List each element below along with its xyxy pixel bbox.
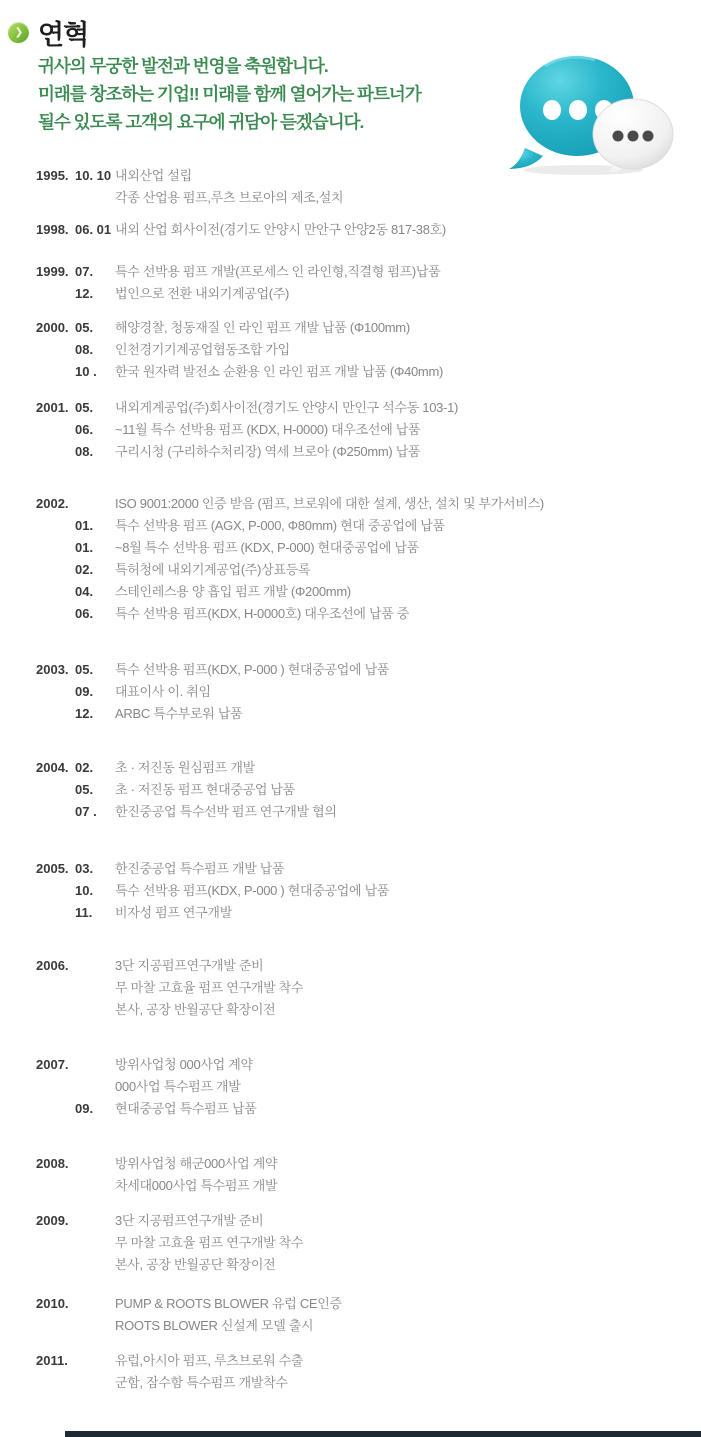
timeline-text: 한진중공업 특수펌프 개발 납품 <box>115 861 285 876</box>
timeline-month: 02. <box>75 760 94 775</box>
timeline-row <box>0 902 701 924</box>
timeline-text: ARBC 특수부로워 납품 <box>115 706 243 721</box>
timeline-block <box>0 219 701 241</box>
timeline-row <box>0 880 701 902</box>
timeline-text: 3단 지공펌프연구개발 준비 <box>115 958 264 973</box>
timeline-row <box>0 559 701 581</box>
timeline-block <box>0 858 701 924</box>
timeline-month: 01. <box>75 540 94 555</box>
timeline-text: 각종 산업용 펌프,루츠 브로아의 제조,설치 <box>115 190 344 205</box>
timeline-text: 특수 선박용 펌프(KDX, P-000 ) 현대중공업에 납품 <box>115 662 390 677</box>
timeline-text: 현대중공업 특수펌프 납품 <box>115 1101 257 1116</box>
timeline-text: 인천경기기계공업협동조합 가입 <box>115 342 290 357</box>
greeting-line: 미래를 창조하는 기업!! 미래를 함께 열어가는 파트너가 <box>38 84 421 104</box>
timeline-text: 방위사업청 해군000사업 계약 <box>115 1156 278 1171</box>
page-title: 연혁 <box>38 20 89 50</box>
timeline-block <box>0 261 701 305</box>
page-header <box>8 13 88 52</box>
timeline-row <box>0 659 701 681</box>
timeline-text: 본사, 공장 반월공단 확장이전 <box>115 1257 276 1272</box>
timeline-text: 스테인레스용 양 흡입 펌프 개발 (Φ200mm) <box>115 584 351 599</box>
timeline-row <box>0 397 701 419</box>
timeline-block <box>0 493 701 625</box>
timeline-row <box>0 603 701 625</box>
green-arrow-bullet-icon <box>8 22 29 43</box>
timeline-row <box>0 493 701 515</box>
timeline-block <box>0 659 701 725</box>
timeline-text: 3단 지공펌프연구개발 준비 <box>115 1213 264 1228</box>
chat-bubbles-icon <box>505 48 675 176</box>
timeline-month: 07. <box>75 264 94 279</box>
timeline-row <box>0 1293 701 1315</box>
timeline-row <box>0 1315 701 1337</box>
timeline-block <box>0 1293 701 1337</box>
timeline-month: 05. <box>75 320 94 335</box>
timeline-text: 특수 선박용 펌프 개발(프로세스 인 라인형,직결형 펌프)납품 <box>115 264 441 279</box>
timeline-row <box>0 1232 701 1254</box>
timeline-text: 특수 선박용 펌프(KDX, P-000 ) 현대중공업에 납품 <box>115 883 390 898</box>
timeline-year: 2002. <box>36 496 69 511</box>
timeline-month: 06. <box>75 422 94 437</box>
timeline-block <box>0 757 701 823</box>
timeline-text: 방위사업청 000사업 계약 <box>115 1057 253 1072</box>
timeline-block <box>0 1054 701 1120</box>
timeline-month: 06. <box>75 606 94 621</box>
timeline-year: 2011. <box>36 1353 68 1368</box>
timeline-text: 한진중공업 특수선박 펌프 연구개발 협의 <box>115 804 337 819</box>
timeline-row <box>0 681 701 703</box>
chat-bubbles-illustration <box>505 48 675 176</box>
timeline-month: 05. <box>75 400 94 415</box>
timeline-month: 10. <box>75 883 94 898</box>
timeline-row <box>0 1210 701 1232</box>
timeline-text: 초 · 저진동 원심펌프 개발 <box>115 760 255 775</box>
timeline-text: 유럽,아시아 펌프, 루츠브로워 수출 <box>115 1353 304 1368</box>
timeline-row <box>0 1254 701 1276</box>
timeline-row <box>0 977 701 999</box>
timeline-month: 06. 01 <box>75 222 112 237</box>
timeline-text: 해양경찰, 청동재질 인 라인 펌프 개발 납품 (Φ100mm) <box>115 320 410 335</box>
timeline-block <box>0 1350 701 1394</box>
timeline-row <box>0 1098 701 1120</box>
timeline-row <box>0 317 701 339</box>
timeline-text: 내외게계공업(주)회사이전(경기도 안양시 만인구 석수동 103-1) <box>115 400 459 415</box>
greeting-paragraph <box>38 52 498 136</box>
timeline-month: 05. <box>75 662 94 677</box>
timeline-row <box>0 1175 701 1197</box>
greeting-line: 될수 있도록 고객의 요구에 귀담아 듣겠습니다. <box>38 112 364 132</box>
timeline-year: 1999. <box>36 264 69 279</box>
timeline-year: 2003. <box>36 662 69 677</box>
timeline-year: 2000. <box>36 320 69 335</box>
timeline-row <box>0 1372 701 1394</box>
timeline-text: 무 마찰 고효율 펌프 연구개발 착수 <box>115 980 304 995</box>
timeline-block <box>0 955 701 1021</box>
timeline-text: 한국 원자력 발전소 순환용 인 라인 펌프 개발 납품 (Φ40mm) <box>115 364 444 379</box>
timeline-month: 04. <box>75 584 94 599</box>
timeline-month: 10 . <box>75 364 97 379</box>
timeline-month: 02. <box>75 562 94 577</box>
timeline-month: 12. <box>75 706 94 721</box>
timeline-text: ~8월 특수 선박용 펌프 (KDX, P-000) 현대중공업에 납품 <box>115 540 419 555</box>
timeline-row <box>0 1153 701 1175</box>
timeline-text: 차세대000사업 특수펌프 개발 <box>115 1178 278 1193</box>
timeline-month: 08. <box>75 342 94 357</box>
timeline-block <box>0 1153 701 1197</box>
timeline-year: 2005. <box>36 861 69 876</box>
timeline-row <box>0 441 701 463</box>
timeline-row <box>0 757 701 779</box>
timeline-text: 무 마찰 고효율 펌프 연구개발 착수 <box>115 1235 304 1250</box>
timeline-row <box>0 999 701 1021</box>
timeline-row <box>0 1350 701 1372</box>
history-timeline <box>0 165 701 1394</box>
timeline-year: 2010. <box>36 1296 69 1311</box>
timeline-text: 000사업 특수펌프 개발 <box>115 1079 241 1094</box>
timeline-row <box>0 537 701 559</box>
timeline-block <box>0 397 701 463</box>
timeline-row <box>0 165 701 187</box>
timeline-row <box>0 187 701 209</box>
timeline-row <box>0 219 701 241</box>
timeline-month: 11. <box>75 905 93 920</box>
chevron-glyph: ❯ <box>14 26 24 38</box>
timeline-year: 2008. <box>36 1156 69 1171</box>
timeline-text: 특허청에 내외기계공업(주)상표등록 <box>115 562 311 577</box>
timeline-text: ~11월 특수 선박용 펌프 (KDX, H-0000) 대우조선에 납품 <box>115 422 421 437</box>
timeline-row <box>0 339 701 361</box>
timeline-block <box>0 317 701 383</box>
timeline-row <box>0 779 701 801</box>
timeline-row <box>0 261 701 283</box>
greeting-line: 귀사의 무궁한 발전과 번영을 축원합니다. <box>38 56 328 76</box>
timeline-text: 특수 선박용 펌프(KDX, H-0000호) 대우조선에 납품 중 <box>115 606 410 621</box>
timeline-text: 본사, 공장 반월공단 확장이전 <box>115 1002 276 1017</box>
timeline-month: 10. 10 <box>75 168 112 183</box>
timeline-row <box>0 419 701 441</box>
timeline-year: 2001. <box>36 400 69 415</box>
timeline-month: 05. <box>75 782 94 797</box>
timeline-text: 구리시청 (구리하수처리장) 역세 브로아 (Φ250mm) 납품 <box>115 444 421 459</box>
timeline-text: 대표이사 이. 취임 <box>115 684 211 699</box>
timeline-row <box>0 1076 701 1098</box>
timeline-month: 01. <box>75 518 94 533</box>
timeline-month: 03. <box>75 861 94 876</box>
timeline-block <box>0 1210 701 1276</box>
timeline-year: 2004. <box>36 760 69 775</box>
timeline-text: 초 · 저진동 펌프 현대중공업 납품 <box>115 782 295 797</box>
timeline-text: 법인으로 전환 내외기계공업(주) <box>115 286 290 301</box>
timeline-row <box>0 955 701 977</box>
timeline-year: 1995. <box>36 168 69 183</box>
timeline-text: ISO 9001:2000 인증 받음 (펌프, 브로워에 대한 설계, 생산, 설치 및 부가서비스) <box>115 496 544 511</box>
timeline-year: 1998. <box>36 222 69 237</box>
timeline-month: 12. <box>75 286 94 301</box>
timeline-row <box>0 361 701 383</box>
timeline-block <box>0 165 701 209</box>
timeline-text: ROOTS BLOWER 신설계 모델 출시 <box>115 1318 314 1333</box>
bottom-divider-bar <box>65 1431 701 1437</box>
timeline-month: 09. <box>75 1101 94 1116</box>
timeline-month: 09. <box>75 684 94 699</box>
timeline-text: 내외산업 설립 <box>115 168 192 183</box>
timeline-row <box>0 858 701 880</box>
timeline-row <box>0 283 701 305</box>
timeline-text: 내외 산업 회사이전(경기도 안양시 만안구 안양2동 817-38호) <box>115 222 446 237</box>
timeline-month: 08. <box>75 444 94 459</box>
timeline-row <box>0 801 701 823</box>
timeline-row <box>0 515 701 537</box>
timeline-text: 군함, 잠수함 특수펌프 개발착수 <box>115 1375 288 1390</box>
timeline-text: 특수 선박용 펌프 (AGX, P-000, Φ80mm) 현대 중공업에 납품 <box>115 518 445 533</box>
timeline-text: PUMP & ROOTS BLOWER 유럽 CE인증 <box>115 1296 342 1311</box>
timeline-text: 비자성 펌프 연구개발 <box>115 905 232 920</box>
timeline-row <box>0 1054 701 1076</box>
timeline-year: 2006. <box>36 958 69 973</box>
timeline-row <box>0 703 701 725</box>
timeline-year: 2009. <box>36 1213 69 1228</box>
timeline-row <box>0 581 701 603</box>
timeline-month: 07 . <box>75 804 97 819</box>
timeline-year: 2007. <box>36 1057 69 1072</box>
